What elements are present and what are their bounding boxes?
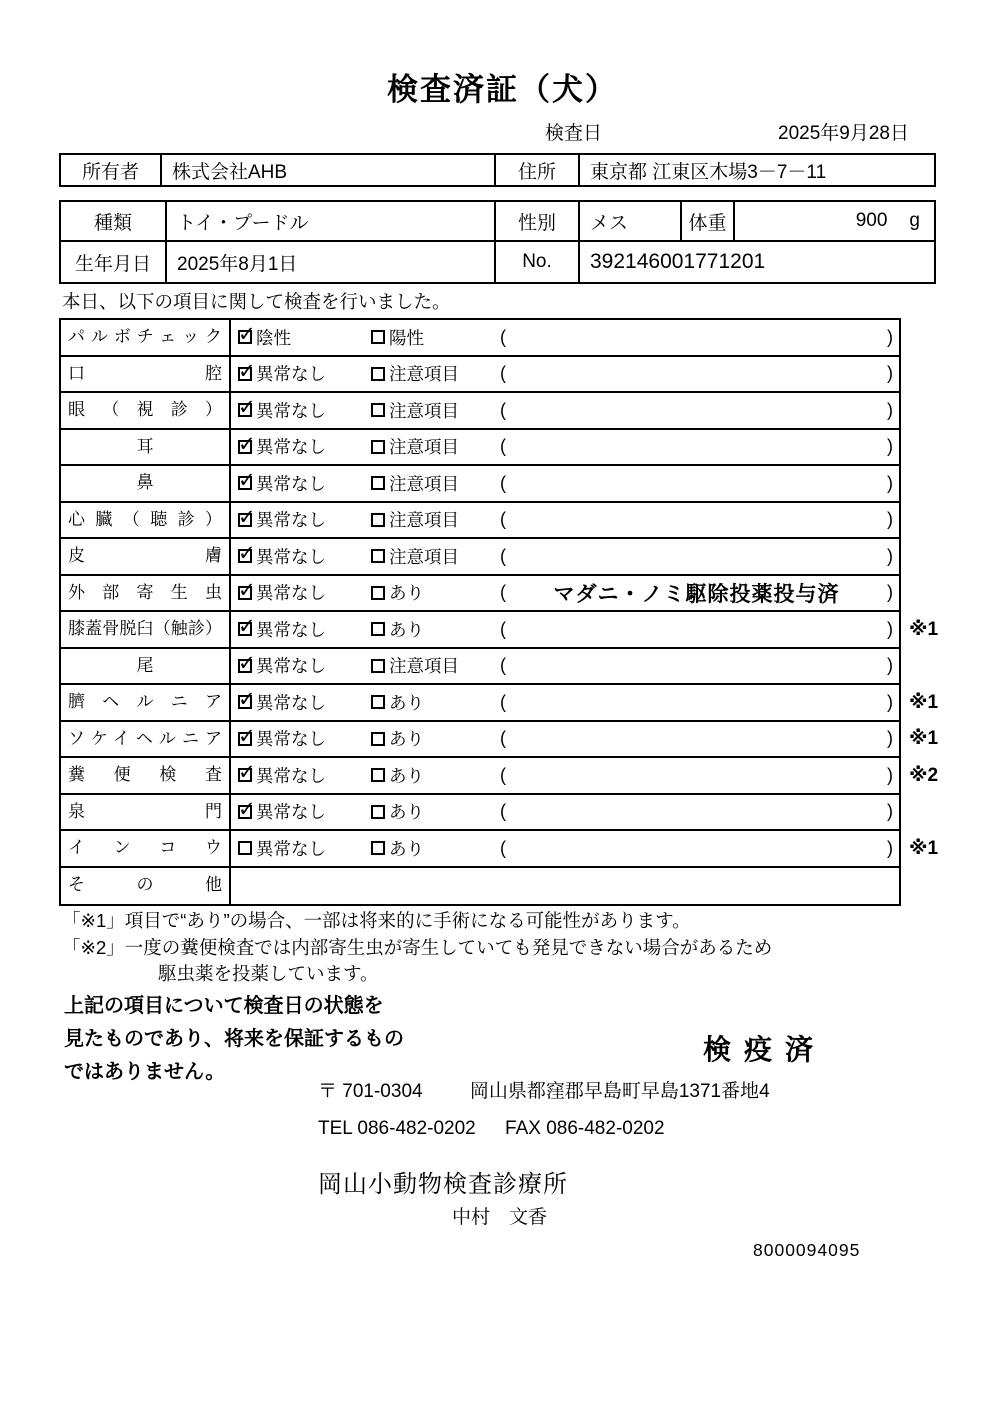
- weight-unit: g: [909, 210, 920, 231]
- inspection-row: [61, 539, 899, 576]
- item-label: 臍ヘルニア: [61, 685, 231, 720]
- sex-label: 性別: [496, 202, 580, 240]
- item-options: [231, 576, 899, 611]
- paren-open: (: [500, 618, 506, 639]
- item-label: 眼（視診）: [61, 393, 231, 428]
- clinic-tel: TEL 086-482-0202: [318, 1118, 476, 1139]
- paren-open: (: [500, 472, 506, 493]
- option2-field: [364, 836, 494, 861]
- item-note: [909, 649, 969, 684]
- paren-close: ): [887, 691, 893, 712]
- item-options: [231, 758, 899, 793]
- checkbox-option2: [371, 330, 385, 344]
- paren-close: ): [887, 837, 893, 858]
- option2-label: 注意項目: [389, 400, 459, 421]
- option2-field: [364, 799, 494, 824]
- paren-close: ): [887, 472, 893, 493]
- clinic-person: 中村 文香: [452, 1207, 548, 1228]
- item-options: [231, 539, 899, 574]
- checkbox-option2: [371, 695, 385, 709]
- option1-label: 異常なし: [256, 583, 326, 604]
- checkbox-option1: [238, 768, 252, 782]
- inspection-row: [61, 868, 899, 905]
- option2-field: [364, 507, 494, 532]
- item-options: [231, 357, 899, 392]
- no-label: No.: [496, 242, 580, 282]
- item-note: ※2: [909, 764, 939, 786]
- remarks-field: [494, 619, 899, 640]
- paren-open: (: [500, 837, 506, 858]
- checkbox-option2: [371, 513, 385, 527]
- clinic-name: 岡山小動物検査診療所: [318, 1171, 568, 1198]
- option2-label: あり: [389, 838, 424, 859]
- quarantine-stamp: 検疫済: [703, 1034, 827, 1065]
- birth-value: 2025年8月1日: [167, 242, 496, 282]
- inspection-date-label: 検査日: [545, 123, 603, 144]
- paren-close: ): [887, 655, 893, 676]
- paren-close: ): [887, 764, 893, 785]
- option2-field: [364, 690, 494, 715]
- option1-field: [231, 617, 364, 642]
- inspection-row: [61, 320, 899, 357]
- remarks-field: [494, 578, 899, 608]
- item-label: 尾: [61, 649, 231, 684]
- checkbox-option1: [238, 622, 252, 636]
- checkbox-option1: [238, 805, 252, 819]
- weight-value-cell: [735, 202, 934, 240]
- paren-open: (: [500, 728, 506, 749]
- checkbox-option2: [371, 367, 385, 381]
- checkbox-option1: [238, 403, 252, 417]
- disclaimer-line-2: 見たものであり、将来を保証するもの: [64, 1028, 404, 1050]
- remarks-field: [494, 765, 899, 786]
- no-value: 392146001771201: [590, 250, 766, 273]
- item-label: 糞便検査: [61, 758, 231, 793]
- item-options: [231, 685, 899, 720]
- checkbox-option2: [371, 586, 385, 600]
- remarks-field: [494, 838, 899, 859]
- disclaimer: [64, 990, 404, 1089]
- item-options: [231, 868, 899, 905]
- item-label: 口腔: [61, 357, 231, 392]
- owner-table: [59, 153, 936, 187]
- option2-field: [364, 398, 494, 423]
- paren-open: (: [500, 582, 506, 603]
- checkbox-option1: [238, 440, 252, 454]
- option1-field: [231, 544, 364, 569]
- inspection-row: [61, 357, 899, 394]
- option1-label: 異常なし: [256, 400, 326, 421]
- clinic-fax: FAX 086-482-0202: [505, 1118, 665, 1139]
- option1-field: [231, 653, 364, 678]
- remarks-field: [494, 801, 899, 822]
- checkbox-option1: [238, 586, 252, 600]
- item-options: [231, 649, 899, 684]
- item-label: 鼻: [61, 466, 231, 501]
- option2-label: あり: [389, 619, 424, 640]
- paren-open: (: [500, 436, 506, 457]
- option1-label: 異常なし: [256, 838, 326, 859]
- paren-close: ): [887, 801, 893, 822]
- inspection-row: [61, 503, 899, 540]
- item-label: 外部寄生虫: [61, 576, 231, 611]
- item-note: [909, 466, 969, 501]
- option2-label: 注意項目: [389, 437, 459, 458]
- weight-label: 体重: [682, 202, 735, 240]
- disclaimer-line-1: 上記の項目について検査日の状態を: [64, 995, 384, 1017]
- item-label: 泉門: [61, 795, 231, 830]
- address-value: 東京都 江東区木場3－7－11: [590, 161, 827, 183]
- checkbox-option1: [238, 513, 252, 527]
- sex-value: メス: [580, 202, 682, 240]
- remarks-field: [494, 327, 899, 348]
- item-options: [231, 795, 899, 830]
- inspection-row: [61, 722, 939, 759]
- checkbox-option1: [238, 732, 252, 746]
- option2-label: あり: [389, 692, 424, 713]
- page-title: 検査済証（犬）: [387, 72, 618, 107]
- paren-close: ): [887, 509, 893, 530]
- item-note: ※1: [909, 618, 939, 640]
- option2-field: [364, 434, 494, 459]
- paren-open: (: [500, 326, 506, 347]
- item-options: [231, 430, 899, 465]
- inspection-table: [59, 318, 939, 906]
- item-note: [909, 393, 969, 428]
- owner-row: [61, 155, 934, 185]
- option1-field: [231, 398, 364, 423]
- option1-field: [231, 580, 364, 605]
- remarks-field: [494, 692, 899, 713]
- option2-field: [364, 726, 494, 751]
- option2-field: [364, 325, 494, 350]
- checkbox-option2: [371, 732, 385, 746]
- option2-field: [364, 617, 494, 642]
- option1-field: [231, 799, 364, 824]
- option2-field: [364, 471, 494, 496]
- pet-row-2: [61, 242, 934, 282]
- paren-close: ): [887, 582, 893, 603]
- remarks-field: [494, 363, 899, 384]
- checkbox-option2: [371, 476, 385, 490]
- item-note: [909, 576, 969, 611]
- item-options: [231, 320, 899, 355]
- inspection-row: [61, 795, 899, 832]
- paren-open: (: [500, 764, 506, 785]
- option1-field: [231, 361, 364, 386]
- option2-field: [364, 580, 494, 605]
- breed-value: トイ・プードル: [167, 202, 496, 240]
- inspection-row: [61, 576, 899, 613]
- inspection-date-value: 2025年9月28日: [778, 123, 909, 144]
- option1-label: 異常なし: [256, 473, 326, 494]
- paren-close: ): [887, 618, 893, 639]
- checkbox-option2: [371, 622, 385, 636]
- checkbox-option1: [238, 549, 252, 563]
- weight-value: 900: [855, 210, 888, 231]
- checkbox-option2: [371, 841, 385, 855]
- item-label: パルボチェック: [61, 320, 231, 355]
- item-label: 耳: [61, 430, 231, 465]
- option1-field: [231, 471, 364, 496]
- paren-open: (: [500, 801, 506, 822]
- inspection-row: [61, 649, 899, 686]
- paren-open: (: [500, 545, 506, 566]
- option1-label: 異常なし: [256, 510, 326, 531]
- footnote-2-continued: 駆虫薬を投薬しています。: [158, 963, 379, 984]
- checkbox-option2: [371, 403, 385, 417]
- owner-label: 所有者: [61, 155, 162, 185]
- option1-field: [231, 690, 364, 715]
- option1-field: [231, 325, 364, 350]
- item-note: [909, 539, 969, 574]
- paren-close: ): [887, 545, 893, 566]
- item-note: [909, 357, 969, 392]
- option1-label: 異常なし: [256, 729, 326, 750]
- option1-label: 異常なし: [256, 437, 326, 458]
- option2-label: 注意項目: [389, 546, 459, 567]
- inspection-row: [61, 393, 899, 430]
- intro-text: 本日、以下の項目に関して検査を行いました。: [62, 291, 451, 312]
- item-options: [231, 722, 899, 757]
- option2-label: あり: [389, 802, 424, 823]
- remarks-field: [494, 400, 899, 421]
- checkbox-option2: [371, 549, 385, 563]
- option2-label: あり: [389, 765, 424, 786]
- option1-label: 異常なし: [256, 619, 326, 640]
- checkbox-option2: [371, 805, 385, 819]
- option1-label: 異常なし: [256, 802, 326, 823]
- remarks-field: [494, 473, 899, 494]
- paren-open: (: [500, 691, 506, 712]
- footnote-2: 「※2」一度の糞便検査では内部寄生虫が寄生していても発見できない場合があるため: [62, 936, 773, 958]
- item-note: ※1: [909, 728, 939, 750]
- checkbox-option1: [238, 330, 252, 344]
- option2-label: 注意項目: [389, 510, 459, 531]
- checkbox-option2: [371, 768, 385, 782]
- remarks-field: [494, 436, 899, 457]
- disclaimer-line-3: ではありません。: [64, 1061, 226, 1083]
- option2-label: 注意項目: [389, 656, 459, 677]
- item-options: [231, 393, 899, 428]
- remarks-field: [494, 728, 899, 749]
- item-note: ※1: [909, 691, 939, 713]
- item-label: インコウ: [61, 831, 231, 866]
- option2-label: 注意項目: [389, 473, 459, 494]
- item-options: [231, 831, 899, 866]
- option1-label: 陰性: [256, 327, 291, 348]
- inspection-row: [61, 685, 939, 722]
- item-label: ソケイヘルニア: [61, 722, 231, 757]
- address-label: 住所: [496, 155, 580, 185]
- item-note: [909, 795, 969, 830]
- option1-field: [231, 763, 364, 788]
- serial-number: 8000094095: [753, 1240, 861, 1260]
- paren-close: ): [887, 399, 893, 420]
- item-label: その他: [61, 868, 231, 905]
- clinic-address-line: [318, 1076, 770, 1103]
- option1-label: 異常なし: [256, 364, 326, 385]
- remarks-content: マダニ・ノミ駆除投薬投与済: [553, 582, 840, 606]
- paren-open: (: [500, 399, 506, 420]
- clinic-tel-line: [318, 1118, 665, 1140]
- birth-label: 生年月日: [61, 242, 167, 282]
- option2-label: あり: [389, 583, 424, 604]
- option2-field: [364, 653, 494, 678]
- pet-row-1: [61, 202, 934, 242]
- paren-close: ): [887, 436, 893, 457]
- paren-open: (: [500, 363, 506, 384]
- option1-field: [231, 507, 364, 532]
- inspection-row: [61, 466, 899, 503]
- clinic-address: 岡山県都窪郡早島町早島1371番地4: [469, 1081, 770, 1102]
- checkbox-option1: [238, 841, 252, 855]
- inspection-row: [61, 430, 899, 467]
- checkbox-option2: [371, 659, 385, 673]
- item-note: ※1: [909, 837, 939, 859]
- inspection-row: [61, 831, 939, 868]
- option1-label: 異常なし: [256, 656, 326, 677]
- checkbox-option1: [238, 367, 252, 381]
- option1-label: 異常なし: [256, 692, 326, 713]
- item-options: [231, 503, 899, 538]
- footnotes: [62, 908, 772, 988]
- option2-label: 注意項目: [389, 364, 459, 385]
- option1-field: [231, 836, 364, 861]
- paren-close: ): [887, 363, 893, 384]
- inspection-row: [61, 612, 939, 649]
- option1-label: 異常なし: [256, 546, 326, 567]
- option2-label: 陽性: [389, 327, 424, 348]
- footnote-1: 「※1」項目で“あり”の場合、一部は将来的に手術になる可能性があります。: [62, 910, 691, 931]
- item-note: [909, 430, 969, 465]
- remarks-field: [494, 655, 899, 676]
- item-note: [909, 320, 969, 355]
- option1-field: [231, 434, 364, 459]
- checkbox-option1: [238, 476, 252, 490]
- option1-label: 異常なし: [256, 765, 326, 786]
- inspection-row: [61, 758, 939, 795]
- item-options: [231, 466, 899, 501]
- paren-open: (: [500, 509, 506, 530]
- option2-field: [364, 361, 494, 386]
- remarks-field: [494, 546, 899, 567]
- breed-label: 種類: [61, 202, 167, 240]
- option2-field: [364, 544, 494, 569]
- pet-table: [59, 200, 936, 284]
- checkbox-option1: [238, 695, 252, 709]
- option2-field: [364, 763, 494, 788]
- item-label: 皮膚: [61, 539, 231, 574]
- item-options: [231, 612, 899, 647]
- paren-close: ): [887, 326, 893, 347]
- checkbox-option2: [371, 440, 385, 454]
- owner-value: 株式会社AHB: [162, 155, 496, 185]
- option1-field: [231, 726, 364, 751]
- item-note: [909, 503, 969, 538]
- item-label: 膝蓋骨脱臼（触診）: [61, 612, 231, 647]
- checkbox-option1: [238, 659, 252, 673]
- paren-open: (: [500, 655, 506, 676]
- option2-label: あり: [389, 729, 424, 750]
- clinic-postal-code: 〒 701-0304: [318, 1081, 423, 1102]
- paren-close: ): [887, 728, 893, 749]
- item-note: [909, 868, 969, 905]
- remarks-field: [494, 509, 899, 530]
- item-label: 心臓（聴診）: [61, 503, 231, 538]
